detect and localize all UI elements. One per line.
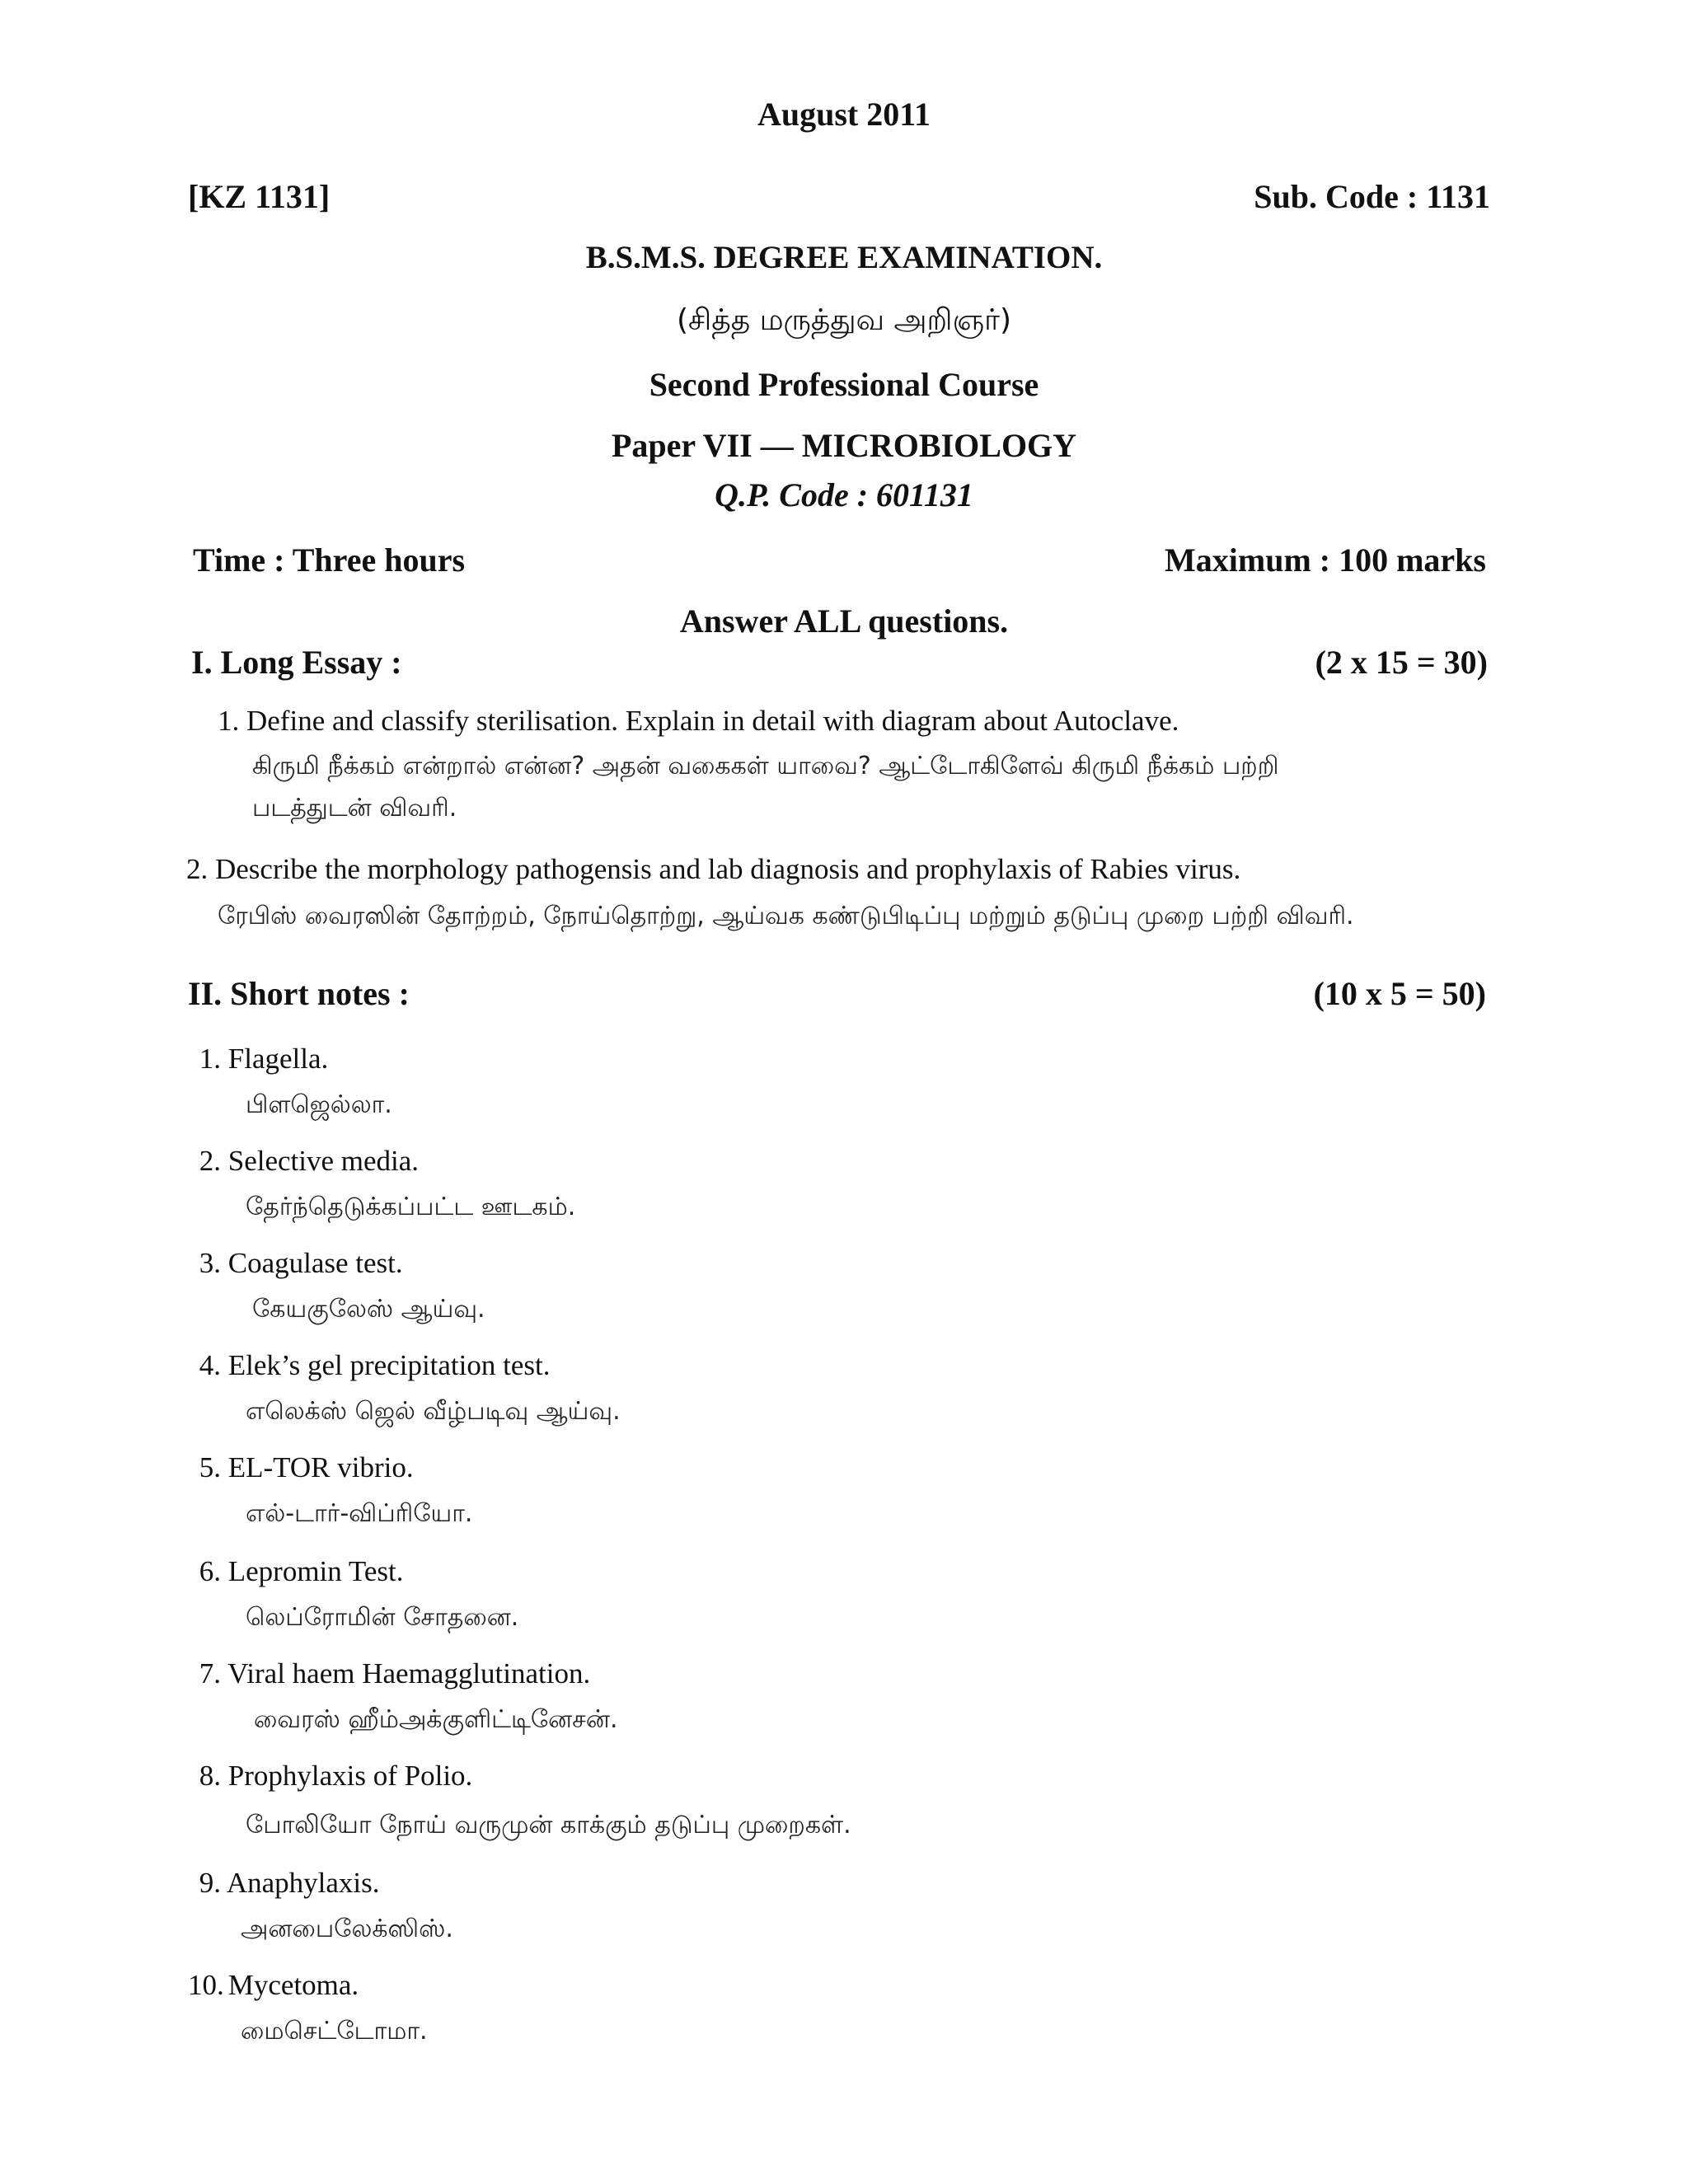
short-note-text: 8. Prophylaxis of Polio. bbox=[199, 1760, 473, 1792]
short-note-tamil: பிளஜெல்லா. bbox=[246, 1090, 392, 1119]
exam-title: B.S.M.S. DEGREE EXAMINATION. bbox=[585, 240, 1103, 275]
paper-title: Paper VII — MICROBIOLOGY bbox=[611, 427, 1077, 464]
short-notes-marks: (10 x 5 = 50) bbox=[1313, 975, 1486, 1012]
short-note-tamil: அனபைலேக்ஸிஸ். bbox=[241, 1915, 453, 1943]
short-note-text: 2. Selective media. bbox=[199, 1145, 420, 1177]
long-essay-question-2: 2. Describe the morphology pathogensis and lab diagnosis and prophylaxis of Rabies virus. bbox=[186, 853, 1241, 885]
qp-code: Q.P. Code : 601131 bbox=[715, 476, 973, 513]
short-note-text: 3. Coagulase test. bbox=[199, 1247, 403, 1279]
short-note-text: 1. Flagella. bbox=[199, 1043, 329, 1075]
subject-code: Sub. Code : 1131 bbox=[1254, 178, 1490, 215]
long-essay-marks: (2 x 15 = 30) bbox=[1315, 644, 1488, 681]
short-note-tamil: மைசெட்டோமா. bbox=[241, 2017, 428, 2046]
long-essay-question-1: 1. Define and classify sterilisation. Explain in detail with diagram about Autoclave. bbox=[218, 705, 1179, 737]
short-note-text: 5. EL-TOR vibrio. bbox=[199, 1451, 414, 1483]
short-note-tamil: தேர்ந்தெடுக்கப்பட்ட ஊடகம். bbox=[246, 1193, 576, 1221]
short-note-tamil: எல்-டார்-விப்ரியோ. bbox=[246, 1499, 473, 1528]
short-note-text: 7. Viral haem Haemagglutination. bbox=[199, 1657, 591, 1690]
short-note-text: 10. Mycetoma. bbox=[188, 1969, 359, 2001]
long-essay-question-1-tamil-line-2: படத்துடன் விவரி. bbox=[252, 794, 457, 823]
time-limit: Time : Three hours bbox=[193, 541, 466, 579]
short-note-tamil: போலியோ நோய் வருமுன் காக்கும் தடுப்பு முறைகள். bbox=[246, 1811, 851, 1840]
maximum-marks: Maximum : 100 marks bbox=[1165, 541, 1486, 579]
short-note-tamil: லெப்ரோமின் சோதனை. bbox=[246, 1603, 519, 1632]
short-note-text: 6. Lepromin Test. bbox=[199, 1555, 404, 1587]
long-essay-heading: I. Long Essay : bbox=[191, 644, 402, 681]
short-note-tamil: கேயகுலேஸ் ஆய்வு. bbox=[252, 1295, 485, 1324]
kz-code: [KZ 1131] bbox=[188, 178, 331, 215]
long-essay-question-1-tamil-line-1: கிருமி நீக்கம் என்றால் என்ன? அதன் வகைகள் யாவை? ஆட்டோகிளேவ் கிருமி நீக்கம் பற்றி bbox=[252, 752, 1279, 780]
short-note-tamil: எலெக்ஸ் ஜெல் வீழ்படிவு ஆய்வு. bbox=[246, 1397, 621, 1426]
short-note-text: 9. Anaphylaxis. bbox=[199, 1867, 380, 1899]
course-name: Second Professional Course bbox=[649, 366, 1039, 403]
short-note-tamil: வைரஸ் ஹீம்அக்குளிட்டினேசன். bbox=[254, 1705, 618, 1734]
exam-date: August 2011 bbox=[757, 96, 931, 133]
long-essay-question-2-tamil: ரேபிஸ் வைரஸின் தோற்றம், நோய்தொற்று, ஆய்வக கண்டுபிடிப்பு மற்றும் தடுப்பு முறை பற்றி விவரி. bbox=[218, 902, 1354, 930]
instruction: Answer ALL questions. bbox=[679, 602, 1009, 640]
tamil-subtitle: (சித்த மருத்துவ அறிஞர்) bbox=[677, 303, 1011, 337]
short-note-text: 4. Elek’s gel precipitation test. bbox=[199, 1349, 551, 1381]
short-notes-heading: II. Short notes : bbox=[188, 975, 410, 1012]
